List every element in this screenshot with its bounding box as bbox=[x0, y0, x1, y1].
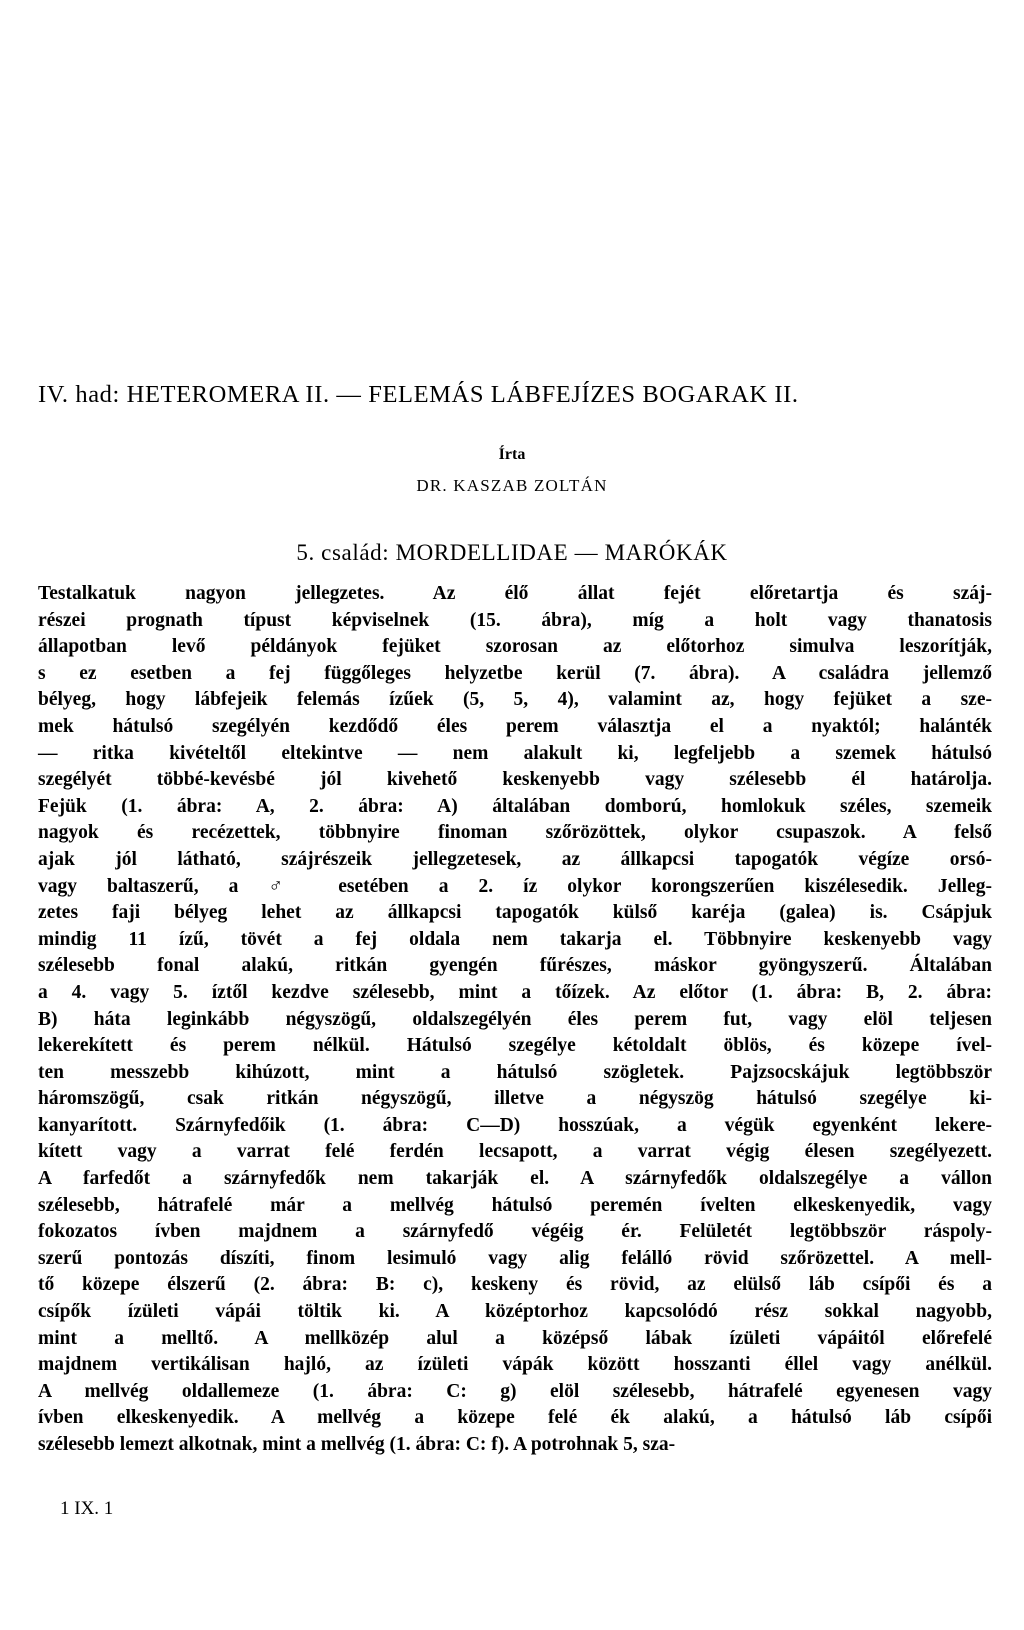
text-line: Testalkatuk nagyon jellegzetes. Az élő állat fejét előretartja és száj- bbox=[38, 583, 992, 604]
text-line: bélyeg, hogy lábfejeik felemás ízűek (5, 5, 4), valamint az, hogy fejüket a sze- bbox=[38, 689, 992, 711]
text-line: majdnem vertikálisan hajló, az ízületi vápák között hosszanti éllel vagy anélkül. bbox=[38, 1354, 992, 1376]
text-line: nagyok és recézettek, többnyire finoman szőrözöttek, olykor csupaszok. A felső bbox=[38, 822, 992, 844]
text-line: A farfedőt a szárnyfedők nem takarják el. A szárnyfedők oldalszegélye a vállon bbox=[38, 1168, 992, 1190]
text-line: szélesebb lemezt alkotnak, mint a mellvég (1. ábra: C: f). A potrohnak 5, sza- bbox=[38, 1434, 676, 1455]
text-line: szerű pontozás díszíti, finom lesimuló vagy alig felálló rövid szőrözettel. A mell- bbox=[38, 1247, 992, 1269]
text-line: kített vagy a varrat felé ferdén lecsapott, a varrat végig élesen szegélyezett. bbox=[38, 1141, 992, 1163]
text-line: — ritka kivételtől eltekintve — nem alakult ki, legfeljebb a szemek hátulsó bbox=[38, 742, 992, 764]
text-line: kanyarított. Szárnyfedőik (1. ábra: C—D) hosszúak, a végük egyenként lekere- bbox=[38, 1114, 992, 1136]
text-line: ten messzebb kihúzott, mint a hátulsó szögletek. Pajzsocskájuk legtöbbször bbox=[38, 1061, 992, 1083]
text-line: tő közepe élszerű (2. ábra: B: c), keskeny és rövid, az elülső láb csípői és a bbox=[38, 1274, 992, 1296]
text-line: lekerekített és perem nélkül. Hátulsó szegélye kétoldalt öblös, és közepe ível- bbox=[38, 1035, 992, 1057]
text-line: fokozatos ívben majdnem a szárnyfedő végéig ér. Felületét legtöbbször ráspoly- bbox=[38, 1221, 992, 1243]
text-line: részei prognath típust képviselnek (15. ábra), míg a holt vagy thanatosis bbox=[38, 609, 992, 631]
byline: Írta bbox=[498, 446, 526, 463]
text-line: B) háta leginkább négyszögű, oldalszegélyén éles perem fut, vagy elöl teljesen bbox=[38, 1008, 992, 1030]
text-line: szegélyét többé-kevésbé jól kivehető keskenyebb vagy szélesebb él határolja. bbox=[38, 769, 992, 791]
chapter-title: IV. had: HETEROMERA II. — FELEMÁS LÁBFEJÍZES BOGARAK II. bbox=[38, 381, 799, 408]
text-line: a 4. vagy 5. íztől kezdve szélesebb, mint a tőízek. Az előtor (1. ábra: B, 2. ábra: bbox=[38, 981, 992, 1003]
text-line: vagy baltaszerű, a ♂ esetében a 2. íz olykor korongszerűen kiszélesedik. Jelleg- bbox=[38, 875, 992, 897]
text-line: ajak jól látható, szájrészeik jellegzetesek, az állkapcsi tapogatók végíze orsó- bbox=[38, 848, 992, 870]
text-line: állapotban levő példányok fejüket szorosan az előtorhoz simulva leszorítják, bbox=[38, 636, 992, 658]
text-line: s ez esetben a fej függőleges helyzetbe kerül (7. ábra). A családra jellemző bbox=[38, 662, 992, 684]
text-line: csípők ízületi vápái töltik ki. A középtorhoz kapcsolódó rész sokkal nagyobb, bbox=[38, 1301, 992, 1323]
text-line: A mellvég oldallemeze (1. ábra: C: g) elöl szélesebb, hátrafelé egyenesen vagy bbox=[38, 1380, 992, 1402]
text-line: zetes faji bélyeg lehet az állkapcsi tapogatók külső karéja (galea) is. Csápjuk bbox=[38, 902, 992, 924]
text-line: mek hátulsó szegélyén kezdődő éles perem választja el a nyaktól; halánték bbox=[38, 715, 992, 737]
author-name: DR. KASZAB ZOLTÁN bbox=[416, 476, 608, 495]
text-line: mindig 11 ízű, tövét a fej oldala nem takarja el. Többnyire keskenyebb vagy bbox=[38, 928, 992, 950]
text-line: szélesebb, hátrafelé már a mellvég hátulsó peremén ívelten elkeskenyedik, vagy bbox=[38, 1194, 992, 1216]
signature-mark: 1 IX. 1 bbox=[60, 1498, 114, 1519]
text-line: Fejük (1. ábra: A, 2. ábra: A) általában domború, homlokuk széles, szemeik bbox=[38, 795, 992, 817]
text-line: háromszögű, csak ritkán négyszögű, illetve a négyszög hátulsó szegélye ki- bbox=[38, 1088, 992, 1110]
text-line: mint a melltő. A mellközép alul a középső lábak ízületi vápáitól előrefelé bbox=[38, 1327, 992, 1349]
family-heading: 5. család: MORDELLIDAE — MARÓKÁK bbox=[296, 540, 728, 565]
text-line: ívben elkeskenyedik. A mellvég a közepe felé ék alakú, a hátulsó láb csípői bbox=[38, 1407, 992, 1429]
text-line: szélesebb fonal alakú, ritkán gyengén fűrészes, máskor gyöngyszerű. Általában bbox=[38, 955, 992, 977]
body-paragraph bbox=[38, 581, 992, 1459]
